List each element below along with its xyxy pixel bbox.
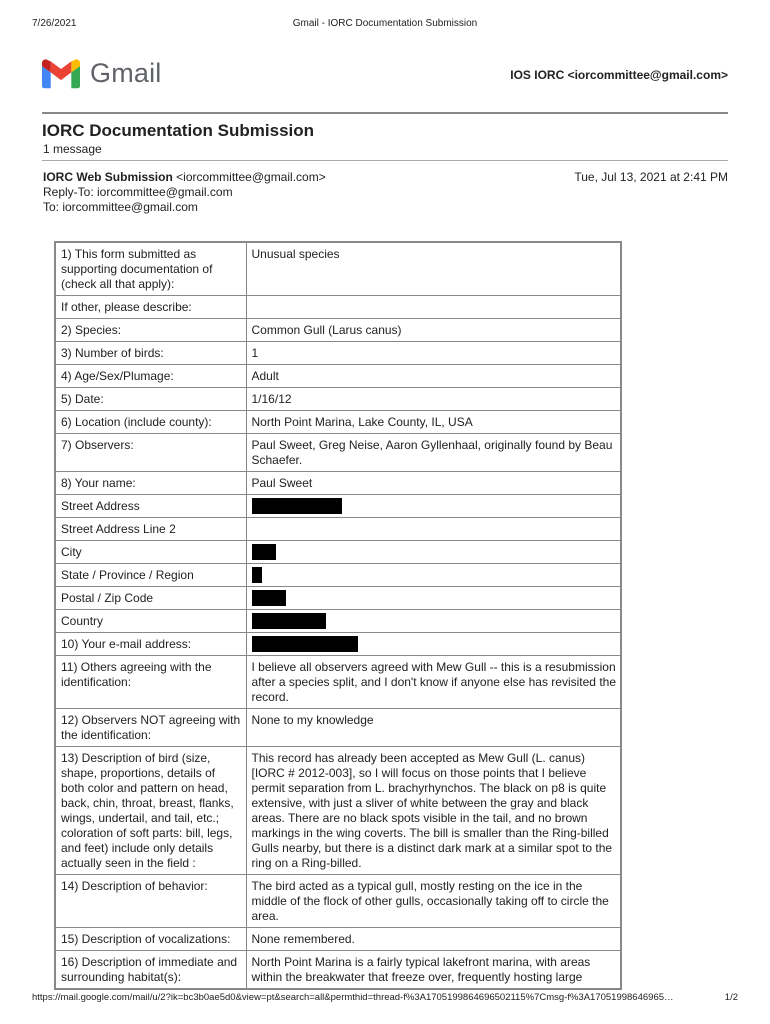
form-row (55, 342, 621, 365)
sender-name: IORC Web Submission (43, 170, 173, 184)
form-row-value (246, 610, 621, 633)
sender-block (43, 170, 326, 215)
account-label: IOS IORC <iorcommittee@gmail.com> (510, 68, 728, 82)
submission-form-table (54, 241, 622, 990)
form-row (55, 633, 621, 656)
form-row (55, 472, 621, 495)
form-row-label: 5) Date: (55, 388, 246, 411)
message-count: 1 message (43, 142, 102, 156)
form-row-value: None to my knowledge (246, 709, 621, 747)
form-row (55, 587, 621, 610)
print-date: 7/26/2021 (32, 18, 77, 29)
form-row-label: 14) Description of behavior: (55, 875, 246, 928)
redacted-block (252, 544, 276, 560)
form-row-value: 1 (246, 342, 621, 365)
redacted-block (252, 567, 262, 583)
form-row (55, 951, 621, 990)
page-number: 1/2 (724, 992, 738, 1003)
form-row-value (246, 296, 621, 319)
subject-divider (42, 160, 728, 161)
form-row (55, 518, 621, 541)
form-row (55, 388, 621, 411)
form-row-value: Unusual species (246, 242, 621, 296)
reply-to: Reply-To: iorcommittee@gmail.com (43, 185, 233, 199)
form-row-label: 13) Description of bird (size, shape, proportions, details of both color and pattern on head, back, chin, throat, breast, flanks, wings, undertail, and tail, etc.; coloration of soft parts: bill, legs, and feet) include only details actually seen in the field : (55, 747, 246, 875)
form-row-label: 4) Age/Sex/Plumage: (55, 365, 246, 388)
form-row-value: None remembered. (246, 928, 621, 951)
form-row-label: City (55, 541, 246, 564)
email-subject: IORC Documentation Submission (42, 121, 315, 140)
sender-email: <iorcommittee@gmail.com> (176, 170, 326, 184)
form-row-label: Postal / Zip Code (55, 587, 246, 610)
form-row-value: Paul Sweet, Greg Neise, Aaron Gyllenhaal, originally found by Beau Schaefer. (246, 434, 621, 472)
form-row-label: 8) Your name: (55, 472, 246, 495)
form-row (55, 928, 621, 951)
form-row (55, 610, 621, 633)
form-row (55, 709, 621, 747)
form-row-value (246, 564, 621, 587)
gmail-logo-icon (42, 59, 80, 89)
form-row-label: 15) Description of vocalizations: (55, 928, 246, 951)
form-row-label: 10) Your e-mail address: (55, 633, 246, 656)
sender-line (43, 170, 326, 185)
redacted-block (252, 636, 358, 652)
form-row-label: 3) Number of birds: (55, 342, 246, 365)
form-row-value (246, 495, 621, 518)
redacted-block (252, 590, 286, 606)
form-row (55, 656, 621, 709)
form-row-label: 1) This form submitted as supporting documentation of (check all that apply): (55, 242, 246, 296)
form-row-label: Street Address (55, 495, 246, 518)
form-row-label: Street Address Line 2 (55, 518, 246, 541)
form-row-label: If other, please describe: (55, 296, 246, 319)
form-row-value: The bird acted as a typical gull, mostly resting on the ice in the middle of the flock of other gulls, occasionally taking off to circle the area. (246, 875, 621, 928)
form-row-value: This record has already been accepted as Mew Gull (L. canus) [IORC # 2012-003], so I will focus on those points that I believe permit separation from L. brachyrhynchos. The black on p8 is quite extensive, with just a sliver of white between the gray and black areas. There are no black spots visible in the tail, and no brown markings in the wing coverts. The bill is smaller than the Ring-billed Gulls nearby, but there is a distinct dark mark at a similar spot to the ring on a Ring-billed. (246, 747, 621, 875)
sent-date: Tue, Jul 13, 2021 at 2:41 PM (574, 170, 728, 184)
to-line: To: iorcommittee@gmail.com (43, 200, 198, 214)
redacted-block (252, 498, 342, 514)
form-row-label: Country (55, 610, 246, 633)
form-row-label: 6) Location (include county): (55, 411, 246, 434)
form-row (55, 319, 621, 342)
form-row (55, 411, 621, 434)
form-row (55, 296, 621, 319)
form-row (55, 747, 621, 875)
print-title: Gmail - IORC Documentation Submission (292, 18, 478, 29)
form-row (55, 875, 621, 928)
form-row-value (246, 633, 621, 656)
form-row (55, 434, 621, 472)
form-row-value: 1/16/12 (246, 388, 621, 411)
form-row-value: Common Gull (Larus canus) (246, 319, 621, 342)
form-row-label: 12) Observers NOT agreeing with the identification: (55, 709, 246, 747)
form-row-label: 2) Species: (55, 319, 246, 342)
form-row (55, 365, 621, 388)
form-row-value: Paul Sweet (246, 472, 621, 495)
form-row-label: State / Province / Region (55, 564, 246, 587)
form-row (55, 541, 621, 564)
form-row-value (246, 541, 621, 564)
form-row (55, 564, 621, 587)
form-row-label: 11) Others agreeing with the identification: (55, 656, 246, 709)
form-row-value: Adult (246, 365, 621, 388)
form-row-value: I believe all observers agreed with Mew Gull -- this is a resubmission after a species split, and I don't know if anyone else has revisited the record. (246, 656, 621, 709)
form-row-value (246, 587, 621, 610)
form-row-value: North Point Marina is a fairly typical lakefront marina, with areas within the breakwater that freeze over, frequently hosting large (246, 951, 621, 990)
form-row-value (246, 518, 621, 541)
form-row (55, 495, 621, 518)
form-row-label: 7) Observers: (55, 434, 246, 472)
footer-url: https://mail.google.com/mail/u/2?ik=bc3b0ae5d0&view=pt&search=all&permthid=thread-f%3A1705199864696502115%7Cmsg-f%3A17051998646965… (32, 992, 674, 1003)
header-divider (42, 112, 728, 114)
gmail-wordmark: Gmail (90, 58, 162, 88)
gmail-logo[interactable] (42, 58, 162, 89)
form-row-value: North Point Marina, Lake County, IL, USA (246, 411, 621, 434)
form-row-label: 16) Description of immediate and surrounding habitat(s): (55, 951, 246, 990)
redacted-block (252, 613, 326, 629)
form-row (55, 242, 621, 296)
